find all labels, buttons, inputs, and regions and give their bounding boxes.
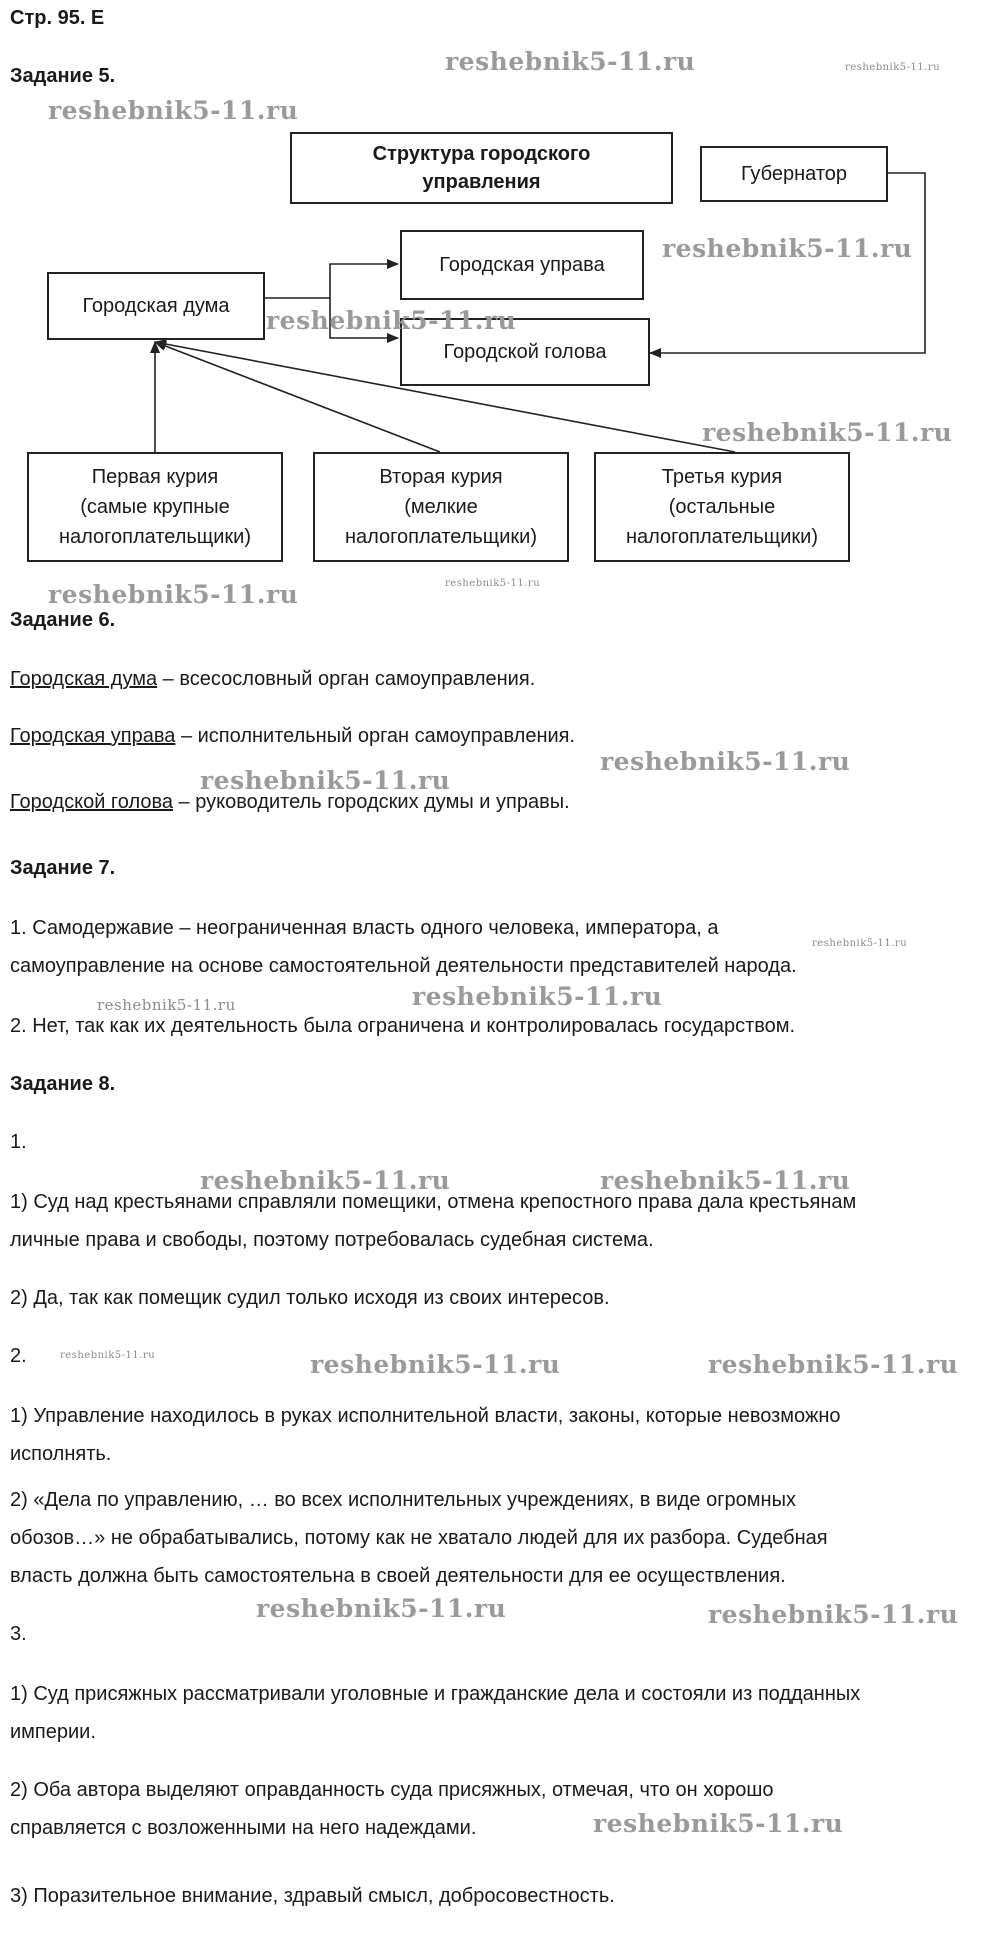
curia2-box bbox=[313, 452, 569, 562]
duma-to-uprava-arrow bbox=[265, 264, 398, 298]
diagram-title-box bbox=[290, 132, 673, 204]
curia3-line3: налогоплательщики) bbox=[625, 526, 819, 548]
task8-line: 2. bbox=[10, 1345, 27, 1367]
page-header: Стр. 95. Е bbox=[10, 7, 105, 29]
watermark: reshebnik5-11.ru bbox=[600, 747, 851, 776]
task8-line: справляется с возложенными на него надеждами. bbox=[10, 1817, 477, 1839]
watermark: reshebnik5-11.ru bbox=[600, 1166, 851, 1195]
watermark: reshebnik5-11.ru bbox=[48, 580, 299, 609]
task8-line: исполнять. bbox=[10, 1443, 112, 1465]
task8-line: 1) Суд над крестьянами справляли помещики, отмена крепостного права дала крестьянам bbox=[10, 1191, 857, 1213]
watermark-small: reshebnik5-11.ru bbox=[60, 1350, 156, 1361]
task6-term-1: Городская дума bbox=[10, 668, 158, 690]
task6-term-2: Городская управа bbox=[10, 725, 176, 747]
task8-line: обозов…» не обрабатывались, потому как не хватало людей для их разбора. Судебная bbox=[10, 1527, 828, 1549]
curia1-line1: Первая курия bbox=[91, 466, 219, 488]
watermark: reshebnik5-11.ru bbox=[412, 982, 663, 1011]
governor-label: Губернатор bbox=[740, 163, 848, 185]
watermark: reshebnik5-11.ru bbox=[702, 418, 953, 447]
watermark: reshebnik5-11.ru bbox=[445, 47, 696, 76]
watermark-small: reshebnik5-11.ru bbox=[812, 938, 908, 949]
watermark: reshebnik5-11.ru bbox=[256, 1594, 507, 1623]
watermark: reshebnik5-11.ru bbox=[200, 766, 451, 795]
curia1-box bbox=[27, 452, 283, 562]
task7-heading: Задание 7. bbox=[10, 857, 116, 879]
curia2-to-duma-arrow bbox=[155, 342, 440, 452]
task6-item-2 bbox=[10, 724, 575, 748]
task6-heading: Задание 6. bbox=[10, 609, 116, 631]
city-golova-label: Городской голова bbox=[443, 341, 607, 363]
task5-heading: Задание 5. bbox=[10, 65, 116, 87]
task8-line: 1) Суд присяжных рассматривали уголовные и гражданские дела и состояли из подданных bbox=[10, 1683, 861, 1705]
city-duma-box bbox=[47, 272, 265, 340]
curia1-line3: налогоплательщики) bbox=[58, 526, 252, 548]
task7-line-1: 1. Самодержавие – неограниченная власть одного человека, императора, а bbox=[10, 917, 719, 939]
city-uprava-label: Городская управа bbox=[439, 254, 605, 276]
task8-line: империи. bbox=[10, 1721, 96, 1743]
task6-def-2: – исполнительный орган самоуправления. bbox=[175, 725, 576, 747]
curia3-line1: Третья курия bbox=[661, 466, 783, 488]
task6-def-3: – руководитель городских думы и управы. bbox=[173, 791, 570, 813]
task8-line: 1. bbox=[10, 1131, 27, 1153]
watermark: reshebnik5-11.ru bbox=[662, 234, 913, 263]
curia3-line2: (остальные bbox=[668, 496, 776, 518]
curia2-line2: (мелкие bbox=[404, 496, 478, 518]
watermark: reshebnik5-11.ru bbox=[266, 306, 517, 335]
watermark: reshebnik5-11.ru bbox=[310, 1350, 561, 1379]
watermark-small: reshebnik5-11.ru bbox=[97, 996, 236, 1014]
city-uprava-box bbox=[400, 230, 644, 300]
task8-line: 3. bbox=[10, 1623, 27, 1645]
task8-line: 2) Оба автора выделяют оправданность суда присяжных, отмечая, что он хорошо bbox=[10, 1779, 774, 1801]
watermark: reshebnik5-11.ru bbox=[48, 96, 299, 125]
task7-line-2: самоуправление на основе самостоятельной деятельности представителей народа. bbox=[10, 955, 797, 977]
city-duma-label: Городская дума bbox=[82, 295, 230, 317]
task6-item-1 bbox=[10, 667, 535, 691]
task8-line: власть должна быть самостоятельна в своей деятельности для ее осуществления. bbox=[10, 1565, 786, 1587]
watermark-small: reshebnik5-11.ru bbox=[845, 62, 941, 73]
curia3-box bbox=[594, 452, 850, 562]
task8-line: личные права и свободы, поэтому потребовалась судебная система. bbox=[10, 1229, 654, 1251]
task6-def-1: – всесословный орган самоуправления. bbox=[157, 668, 536, 690]
curia2-line3: налогоплательщики) bbox=[344, 526, 538, 548]
watermark-small: reshebnik5-11.ru bbox=[445, 578, 541, 589]
task8-heading: Задание 8. bbox=[10, 1073, 116, 1095]
watermark: reshebnik5-11.ru bbox=[200, 1166, 451, 1195]
task8-line: 2) «Дела по управлению, … во всех исполнительных учреждениях, в виде огромных bbox=[10, 1489, 796, 1511]
watermark: reshebnik5-11.ru bbox=[708, 1350, 959, 1379]
diagram-title: Структура городского управления bbox=[372, 143, 591, 193]
curia2-line1: Вторая курия bbox=[379, 466, 503, 488]
task6-term-3: Городской голова bbox=[10, 791, 173, 813]
task8-line: 1) Управление находилось в руках исполнительной власти, законы, которые невозможно bbox=[10, 1405, 841, 1427]
task8-line: 2) Да, так как помещик судил только исходя из своих интересов. bbox=[10, 1287, 610, 1309]
task8-line: 3) Поразительное внимание, здравый смысл, добросовестность. bbox=[10, 1885, 615, 1907]
watermark: reshebnik5-11.ru bbox=[593, 1809, 844, 1838]
curia1-line2: (самые крупные bbox=[80, 496, 230, 518]
watermark: reshebnik5-11.ru bbox=[708, 1600, 959, 1629]
governor-box bbox=[700, 146, 888, 202]
task7-line-3: 2. Нет, так как их деятельность была ограничена и контролировалась государством. bbox=[10, 1015, 796, 1037]
